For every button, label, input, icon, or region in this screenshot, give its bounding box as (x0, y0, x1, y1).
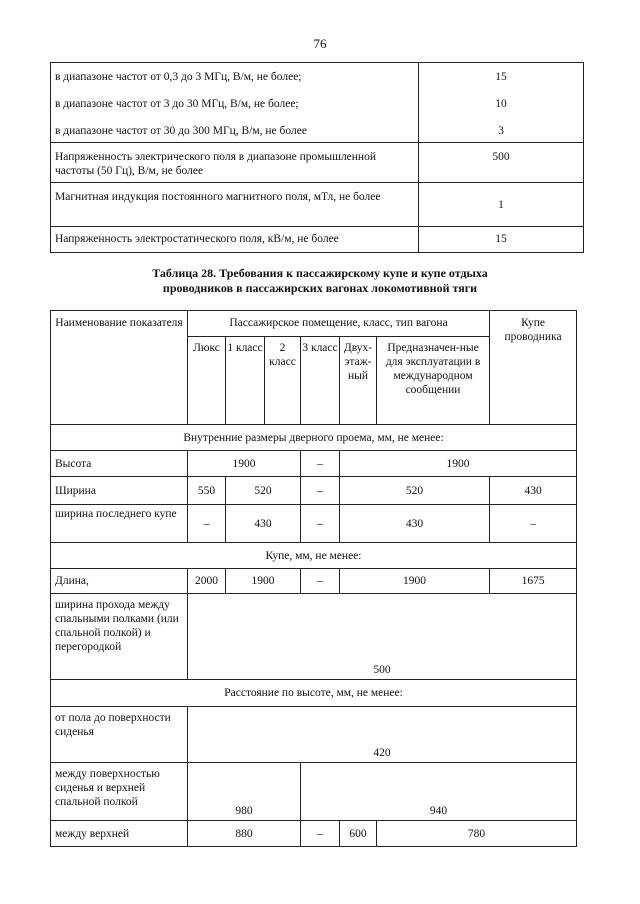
section-height-dist: Расстояние по высоте, мм, не менее: (51, 680, 577, 707)
row-label: Ширина (51, 477, 188, 505)
row-value: 15 (419, 227, 584, 253)
row-value: 500 (419, 143, 584, 183)
row-label: от пола до поверхности сиденья (51, 707, 188, 763)
cell-value: 1900 (340, 451, 577, 477)
header-class3: 3 класс (301, 337, 340, 425)
table-row (51, 90, 584, 117)
header-class2: 2 класс (265, 337, 301, 425)
row-label: в диапазоне частот от 3 до 30 МГц, В/м, не более; (51, 90, 419, 117)
row-label: Высота (51, 451, 188, 477)
header-passenger: Пассажирское помещение, класс, тип вагона (188, 311, 490, 337)
header-conductor: Купе проводника (490, 311, 577, 425)
section-door: Внутренние размеры дверного проема, мм, не менее: (51, 425, 577, 451)
header-class1: 1 класс (226, 337, 265, 425)
row-value: 15 (419, 63, 584, 90)
compartment-requirements-table (50, 310, 577, 847)
cell-value: 1900 (340, 569, 490, 594)
table-row (51, 63, 584, 90)
row-value: 1 (419, 183, 584, 227)
cell-value: 1900 (188, 451, 301, 477)
table-row (51, 451, 577, 477)
cell-dash: – (301, 451, 340, 477)
cell-value: 550 (188, 477, 226, 505)
row-label: между поверхностью сиденья и верхней спальной полкой (51, 763, 188, 821)
header-lux: Люкс (188, 337, 226, 425)
row-label: Длина, (51, 569, 188, 594)
table-row (51, 227, 584, 253)
cell-dash: – (301, 821, 340, 847)
caption-line-1: Таблица 28. Требования к пассажирскому купе и купе отдыха (152, 266, 488, 280)
cell-dash: – (490, 505, 577, 543)
row-label: в диапазоне частот от 0,3 до 3 МГц, В/м, не более; (51, 63, 419, 90)
cell-value: 600 (340, 821, 377, 847)
table-row (51, 143, 584, 183)
cell-dash: – (301, 477, 340, 505)
cell-dash: – (301, 505, 340, 543)
emission-limits-table (50, 62, 584, 253)
header-name: Наименование показателя (51, 311, 188, 425)
cell-value: 1675 (490, 569, 577, 594)
row-value: 10 (419, 90, 584, 117)
section-row (51, 680, 577, 707)
header-row (51, 311, 577, 337)
row-label: в диапазоне частот от 30 до 300 МГц, В/м, не более (51, 117, 419, 143)
row-label: ширина прохода между спальными полками (или спальной полкой) и перегородкой (51, 594, 188, 680)
section-row (51, 425, 577, 451)
table-row (51, 183, 584, 227)
row-label: между верхней (51, 821, 188, 847)
cell-value: 430 (340, 505, 490, 543)
row-label: Напряженность электростатического поля, кВ/м, не более (51, 227, 419, 253)
cell-value: 880 (188, 821, 301, 847)
cell-value: 980 (188, 763, 301, 821)
table-caption (50, 266, 590, 296)
caption-line-2: проводников в пассажирских вагонах локомотивной тяги (162, 281, 478, 295)
cell-value: 520 (340, 477, 490, 505)
row-label: Магнитная индукция постоянного магнитного поля, мТл, не более (51, 183, 419, 227)
cell-value: 1900 (226, 569, 301, 594)
table-row (51, 477, 577, 505)
table-row (51, 763, 577, 821)
header-double-deck: Двух-этаж-ный (340, 337, 377, 425)
page-number: 76 (313, 36, 327, 51)
cell-value: 780 (377, 821, 577, 847)
table-row (51, 569, 577, 594)
cell-value: 520 (226, 477, 301, 505)
header-international: Предназначен-ные для эксплуатации в международном сообщении (377, 337, 490, 425)
section-row (51, 543, 577, 569)
cell-value: 500 (188, 594, 577, 680)
table-row (51, 505, 577, 543)
table-row (51, 821, 577, 847)
cell-value: 2000 (188, 569, 226, 594)
table-row (51, 117, 584, 143)
section-compartment: Купе, мм, не менее: (51, 543, 577, 569)
table-row (51, 707, 577, 763)
row-label: Напряженность электрического поля в диапазоне промышленной частоты (50 Гц), В/м, не более (51, 143, 419, 183)
cell-value: 430 (226, 505, 301, 543)
row-value: 3 (419, 117, 584, 143)
table-row (51, 594, 577, 680)
cell-dash: – (301, 569, 340, 594)
row-label: ширина последнего купе (51, 505, 188, 543)
cell-value: 940 (301, 763, 577, 821)
cell-value: 430 (490, 477, 577, 505)
cell-dash: – (188, 505, 226, 543)
cell-value: 420 (188, 707, 577, 763)
